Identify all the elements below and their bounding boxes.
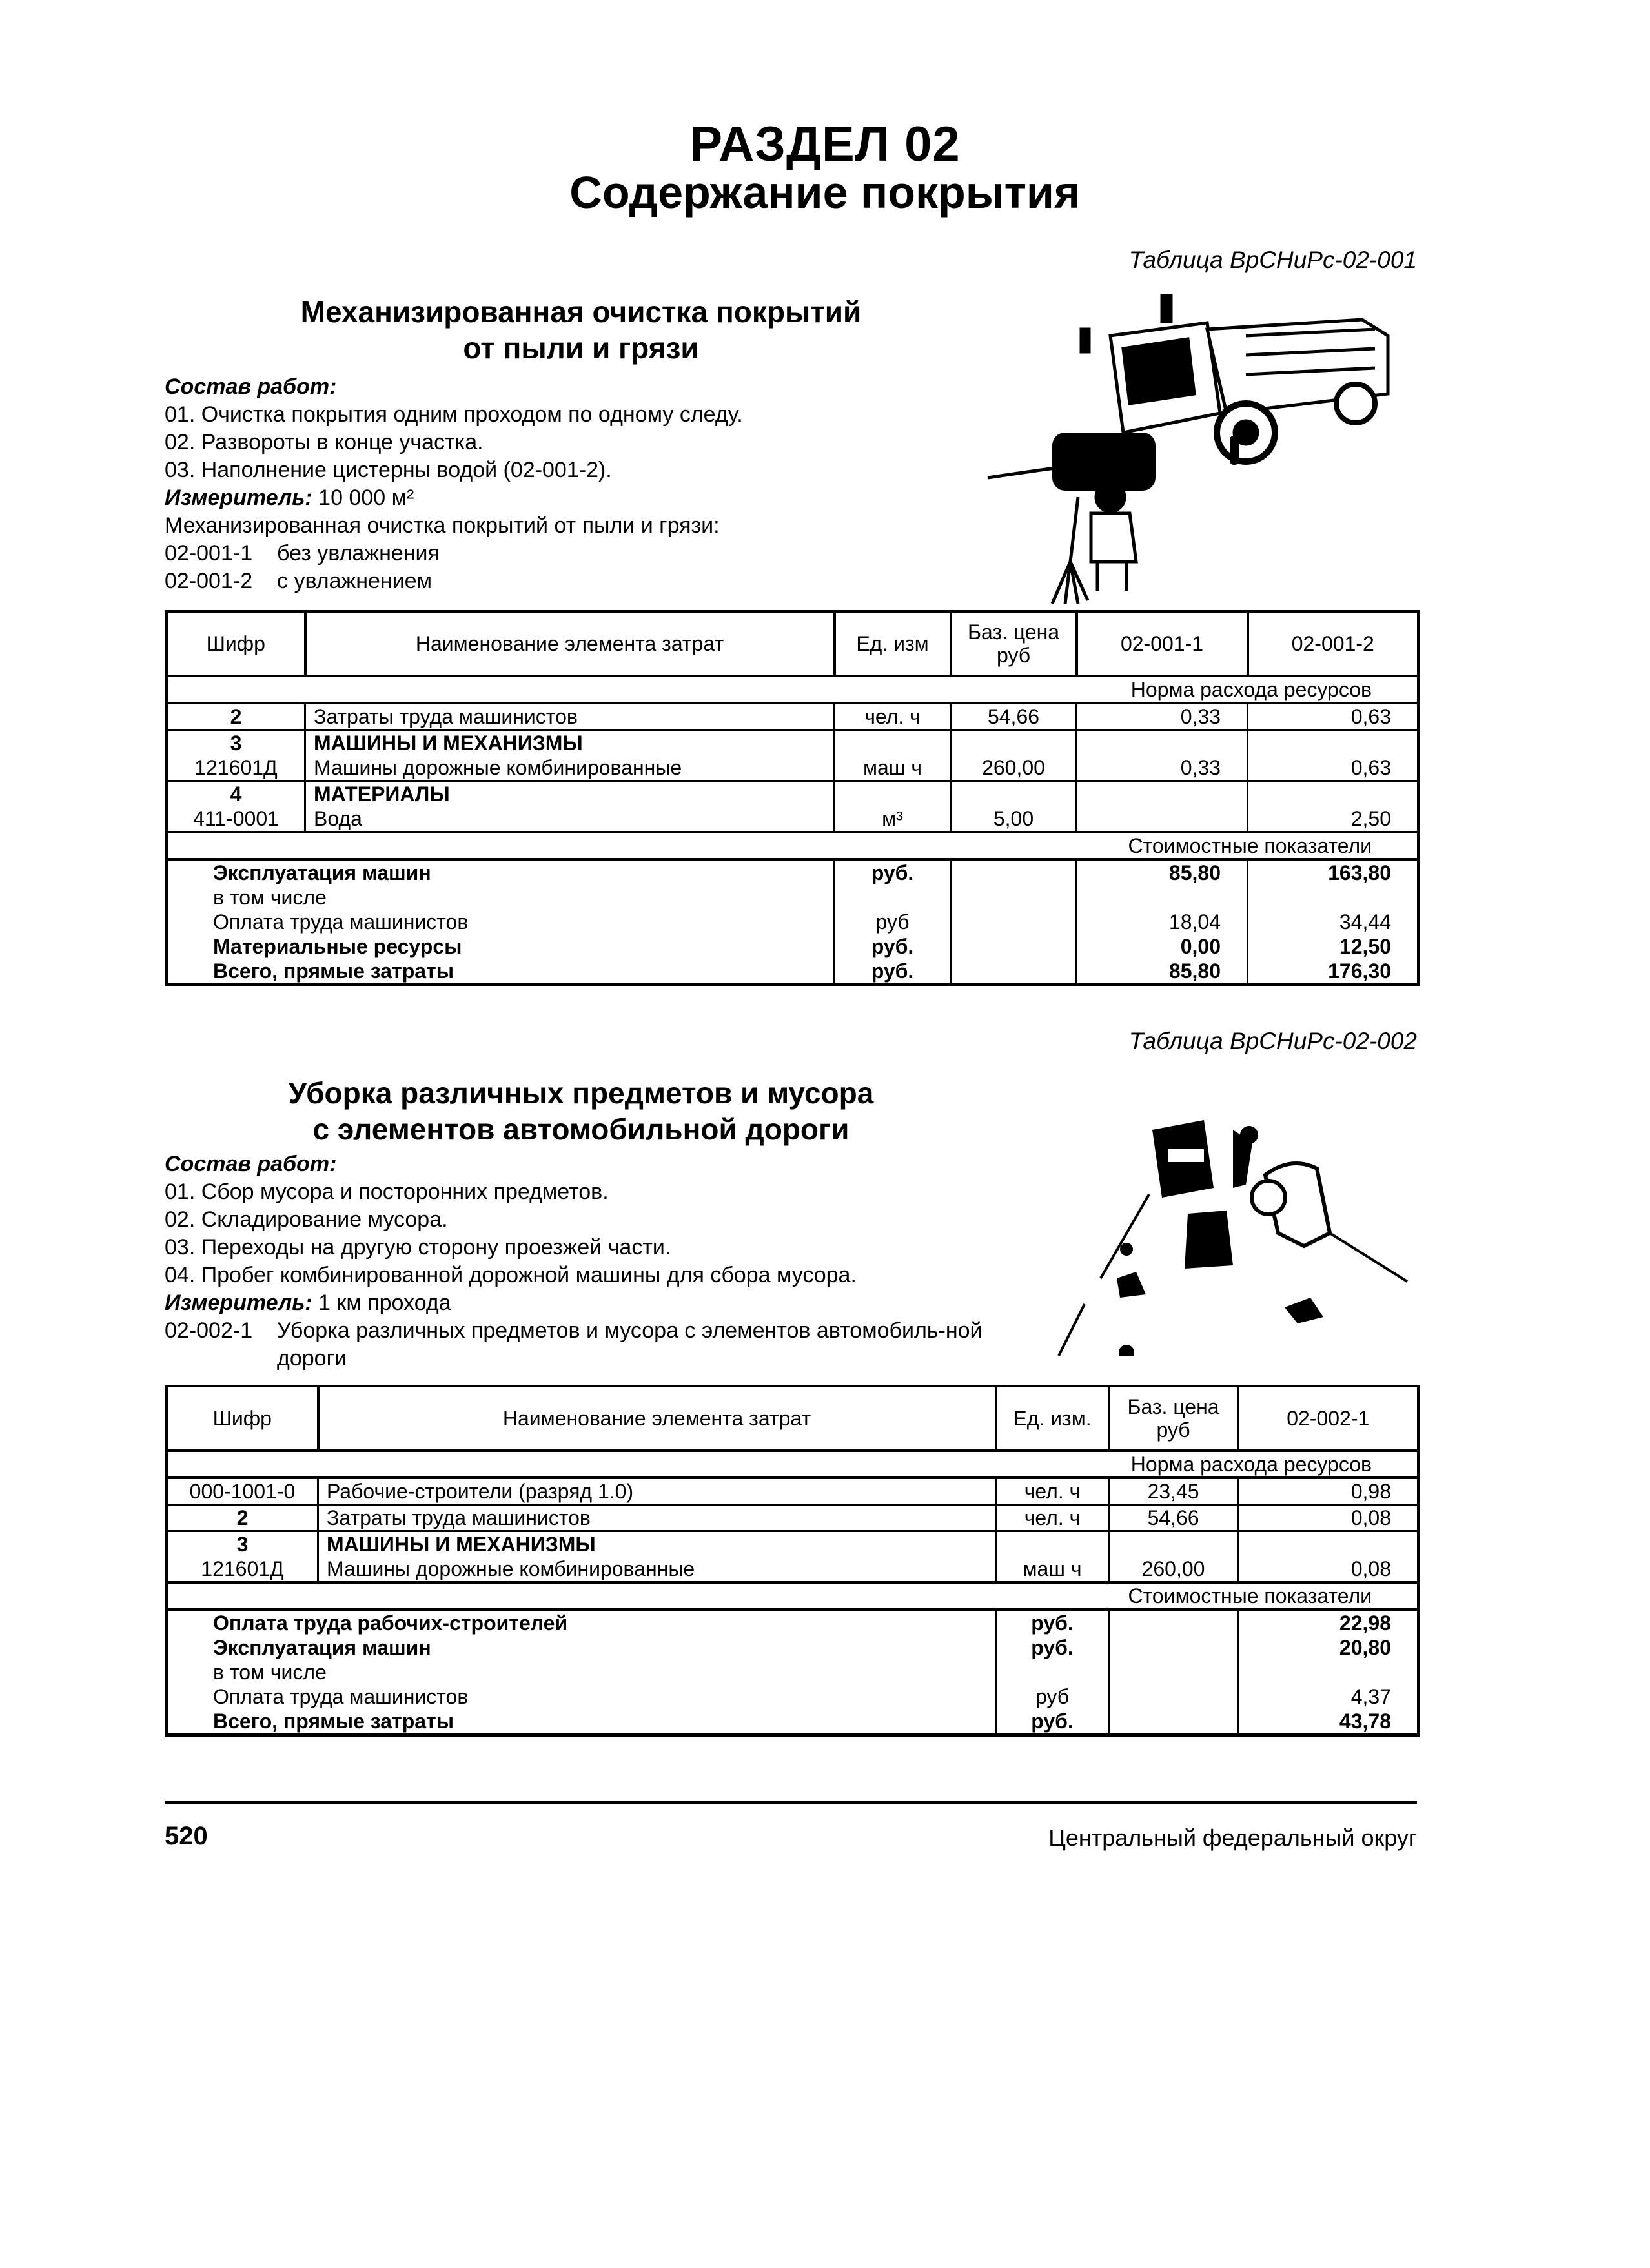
cost-variant2: 12,50 [1248,934,1419,959]
cost-variant1: 18,04 [1077,910,1248,934]
cell-unit: чел. ч [996,1505,1109,1531]
band-norm-label: Норма расхода ресурсов [167,676,1419,703]
band-row-norm [167,676,1419,703]
cost-name: Оплата труда рабочих-строителей [167,1609,996,1635]
cost-name: Всего, прямые затраты [167,1709,996,1735]
cost-unit: руб. [996,1635,1109,1660]
cell-unit: маш ч [996,1557,1109,1582]
band-cost-label: Стоимостные показатели [167,1582,1419,1609]
table-row [167,730,1419,756]
cost-row [167,1635,1419,1660]
table-row [167,781,1419,807]
table-row [167,755,1419,781]
cost-unit: руб. [996,1609,1109,1635]
cell-price: 260,00 [1109,1557,1238,1582]
cell-price: 54,66 [951,703,1077,730]
work-item: 04. Пробег комбинированной дорожной машины для сбора мусора. [165,1263,857,1287]
cost-name: в том числе [167,885,835,910]
col-header-variant1: 02-002-1 [1238,1386,1419,1451]
cell-unit: чел. ч [996,1478,1109,1505]
cost-name: Материальные ресурсы [167,934,835,959]
table-row [167,1557,1419,1582]
section1-title-line2: от пыли и грязи [463,331,699,365]
variant-line [165,567,1036,595]
cell-name: Затраты труда машинистов [305,703,835,730]
cost-name: Оплата труда машинистов [167,1684,996,1709]
cell-name: Затраты труда машинистов [318,1505,996,1531]
cell-unit: м³ [835,806,951,832]
cell-name: Машины дорожные комбинированные [305,755,835,781]
cost-row [167,934,1419,959]
section2-description [165,1150,1036,1373]
cost-row [167,910,1419,934]
cost-variant2: 34,44 [1248,910,1419,934]
cost-row [167,885,1419,910]
cell-group-name: МАШИНЫ И МЕХАНИЗМЫ [318,1531,996,1557]
meter-value: 1 км прохода [312,1291,451,1315]
cell-code: 411-0001 [167,806,305,832]
cell-variant1: 0,33 [1077,703,1248,730]
footer-region: Центральный федеральный округ [1048,1824,1417,1851]
variant-code: 02-001-2 [165,569,253,593]
cell-group-name: МАТЕРИАЛЫ [305,781,835,807]
section2-title [245,1075,917,1147]
table-header-row [167,611,1419,676]
cost-row-total [167,959,1419,985]
col-header-unit: Ед. изм [835,611,951,676]
band-cost-label: Стоимостные показатели [167,832,1419,859]
cost-variant1: 85,80 [1077,859,1248,885]
cost-row [167,1684,1419,1709]
resource-table-02-002 [165,1385,1420,1737]
road-sweeper-illustration-icon [975,284,1427,607]
cost-variant2: 163,80 [1248,859,1419,885]
cost-name: Эксплуатация машин [167,1635,996,1660]
cell-variant1: 0,08 [1238,1557,1419,1582]
meter-value: 10 000 м² [312,485,414,510]
cost-name: Оплата труда машинистов [167,910,835,934]
variant-line [165,1317,1036,1373]
cell-price: 23,45 [1109,1478,1238,1505]
cell-unit: чел. ч [835,703,951,730]
cost-variant1: 0,00 [1077,934,1248,959]
col-header-name: Наименование элемента затрат [305,611,835,676]
table-caption-02-002: Таблица ВрСНиРс-02-002 [1128,1028,1417,1054]
meter-label: Измеритель: [165,485,312,510]
section-subtitle: Содержание покрытия [569,167,1081,218]
resource-table-02-001 [165,610,1420,986]
cell-variant2: 2,50 [1248,806,1419,832]
cell-price: 54,66 [1109,1505,1238,1531]
cell-name: Вода [305,806,835,832]
cell-variant1 [1077,806,1248,832]
table-row [167,1478,1419,1505]
col-header-price: Баз. цена руб [951,611,1077,676]
work-item: 02. Развороты в конце участка. [165,430,484,455]
variant-text: с увлажнением [277,569,432,593]
cost-name: Всего, прямые затраты [167,959,835,985]
cost-name: Эксплуатация машин [167,859,835,885]
work-item: 01. Сбор мусора и посторонних предметов. [165,1180,609,1204]
col-header-name: Наименование элемента затрат [318,1386,996,1451]
col-header-price: Баз. цена руб [1109,1386,1238,1451]
cell-variant1: 0,33 [1077,755,1248,781]
meter-line [165,1289,1036,1317]
table-row [167,1531,1419,1557]
variant-line [165,540,1036,567]
footer-divider [165,1801,1417,1804]
table-header-row [167,1386,1419,1451]
cell-price: 5,00 [951,806,1077,832]
band-norm-label: Норма расхода ресурсов [167,1451,1419,1478]
table-row [167,703,1419,730]
cell-code: 4 [167,781,305,807]
cost-variant2: 176,30 [1248,959,1419,985]
variant-code: 02-002-1 [165,1318,253,1343]
cost-unit: руб. [835,959,951,985]
cost-unit: руб. [835,934,951,959]
cost-unit: руб. [835,859,951,885]
table-row [167,806,1419,832]
col-header-variant2: 02-001-2 [1248,611,1419,676]
work-item: 03. Наполнение цистерны водой (02-001-2). [165,458,612,482]
col-header-variant1: 02-001-1 [1077,611,1248,676]
work-composition-label: Состав работ: [165,1152,337,1176]
cell-variant2: 0,63 [1248,703,1419,730]
cost-row [167,1660,1419,1684]
cost-unit: руб. [996,1709,1109,1735]
section1-title [245,294,917,366]
cell-code: 2 [167,703,305,730]
cost-unit: руб [996,1684,1109,1709]
col-header-unit: Ед. изм. [996,1386,1109,1451]
cost-variant1: 85,80 [1077,959,1248,985]
cost-variant1: 22,98 [1238,1609,1419,1635]
cell-variant2: 0,63 [1248,755,1419,781]
cell-code: 000-1001-0 [167,1478,318,1505]
table-row [167,1505,1419,1531]
variant-text: без увлажнения [277,541,440,566]
band-row-norm [167,1451,1419,1478]
cell-code: 121601Д [167,1557,318,1582]
cell-group-name: МАШИНЫ И МЕХАНИЗМЫ [305,730,835,756]
page-number: 520 [165,1822,208,1850]
work-composition-label: Состав работ: [165,374,337,399]
description-text: Механизированная очистка покрытий от пыли и грязи: [165,513,720,538]
cost-name: в том числе [167,1660,996,1684]
cost-row [167,859,1419,885]
cell-name: Машины дорожные комбинированные [318,1557,996,1582]
cost-row-total [167,1709,1419,1735]
meter-line [165,484,1036,512]
section2-title-line2: с элементов автомобильной дороги [312,1112,850,1146]
litter-collection-illustration-icon [1039,1059,1440,1356]
col-header-code: Шифр [167,1386,318,1451]
cost-variant1: 20,80 [1238,1635,1419,1660]
cell-code: 3 [167,1531,318,1557]
cell-price: 260,00 [951,755,1077,781]
section-heading: РАЗДЕЛ 02 [689,117,961,172]
cell-unit: маш ч [835,755,951,781]
band-row-cost [167,1582,1419,1609]
cell-variant1: 0,08 [1238,1505,1419,1531]
cost-row [167,1609,1419,1635]
work-item: 02. Складирование мусора. [165,1207,448,1232]
cost-variant1: 4,37 [1238,1684,1419,1709]
cost-variant1: 43,78 [1238,1709,1419,1735]
band-row-cost [167,832,1419,859]
meter-label: Измеритель: [165,1291,312,1315]
cell-code: 121601Д [167,755,305,781]
section1-title-line1: Механизированная очистка покрытий [300,295,862,329]
variant-code: 02-001-1 [165,541,253,566]
table-caption-02-001: Таблица ВрСНиРс-02-001 [1128,247,1417,273]
section2-title-line1: Уборка различных предметов и мусора [288,1076,874,1110]
col-header-code: Шифр [167,611,305,676]
cell-name: Рабочие-строители (разряд 1.0) [318,1478,996,1505]
cell-variant1: 0,98 [1238,1478,1419,1505]
work-item: 01. Очистка покрытия одним проходом по одному следу. [165,402,743,427]
section1-description [165,373,1036,595]
cost-unit: руб [835,910,951,934]
cell-code: 2 [167,1505,318,1531]
work-item: 03. Переходы на другую сторону проезжей части. [165,1235,671,1260]
cell-code: 3 [167,730,305,756]
variant-text: Уборка различных предметов и мусора с элементов автомобиль-ной дороги [277,1318,983,1371]
